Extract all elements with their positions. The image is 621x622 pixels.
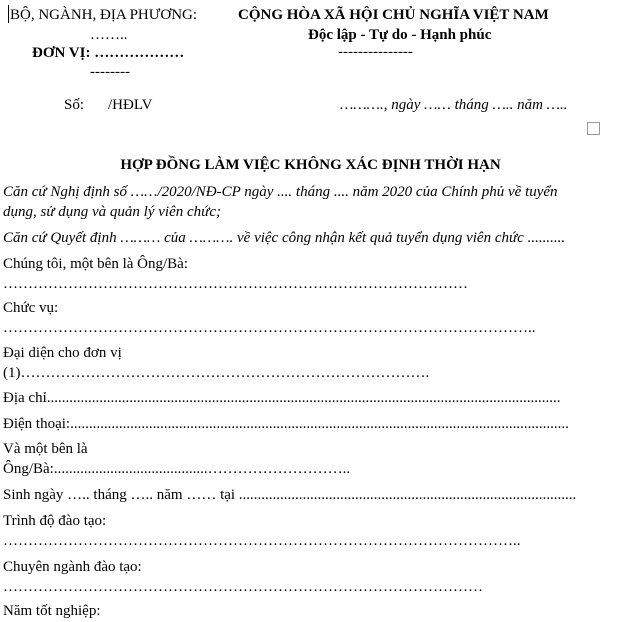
basis-decree-line2: dụng, sử dụng và quản lý viên chức; [3,204,221,220]
date-line: ………., ngày …… tháng ….. năm ….. [340,97,568,113]
position-dots: …………………………………………………………………………………………….. [3,320,536,336]
basis-decree-line1: Căn cứ Nghị định số ……/2020/NĐ-CP ngày .... tháng .... năm 2020 của Chính phủ về tuyển [3,184,558,200]
major-dots: …………………………………………………………………………………… [3,579,483,595]
document-title: HỢP ĐỒNG LÀM VIỆC KHÔNG XÁC ĐỊNH THỜI HẠN [120,157,501,173]
checkbox[interactable] [587,122,600,135]
address-line: Địa chỉ......................................................................................................................................... [3,390,561,406]
motto: Độc lập - Tự do - Hạnh phúc [308,27,492,43]
representative-dots: (1)………………………………………………………………………. [3,365,430,381]
text-cursor [8,5,9,23]
motto-underline: --------------- [338,44,413,60]
number-label: Số: [64,97,85,113]
birth-line: Sinh ngày ….. tháng ….. năm …… tại .......................................................................................... [3,487,577,503]
party-a-dots: ………………………………………………………………………………… [3,276,468,292]
republic-heading: CỘNG HÒA XÃ HỘI CHỦ NGHĨA VIỆT NAM [238,7,549,23]
representative-label: Đại diện cho đơn vị [3,345,122,361]
basis-decision: Căn cứ Quyết định ……… của ………. về việc công nhận kết quả tuyển dụng viên chức .......... [3,230,566,246]
position-label: Chức vụ: [3,300,59,316]
unit-label: ĐƠN VỊ: ……………… [32,45,185,61]
ministry-label: BỘ, NGÀNH, ĐỊA PHƯƠNG: [10,7,198,23]
party-b-line2: Ông/Bà:.........................................……………………….. [3,461,351,477]
graduation-label: Năm tốt nghiệp: [3,603,101,619]
phone-line: Điện thoại:..................................................................................................................................... [3,416,569,432]
education-label: Trình độ đào tạo: [3,513,107,529]
party-a-label: Chúng tôi, một bên là Ông/Bà: [3,256,188,272]
ministry-dots: …….. [90,27,128,43]
unit-underline: -------- [90,64,130,80]
education-dots: ………………………………………………………………………………………….. [3,533,521,549]
party-b-line1: Và một bên là [3,441,88,457]
major-label: Chuyên ngành đào tạo: [3,559,142,575]
number-value: /HĐLV [108,97,153,113]
